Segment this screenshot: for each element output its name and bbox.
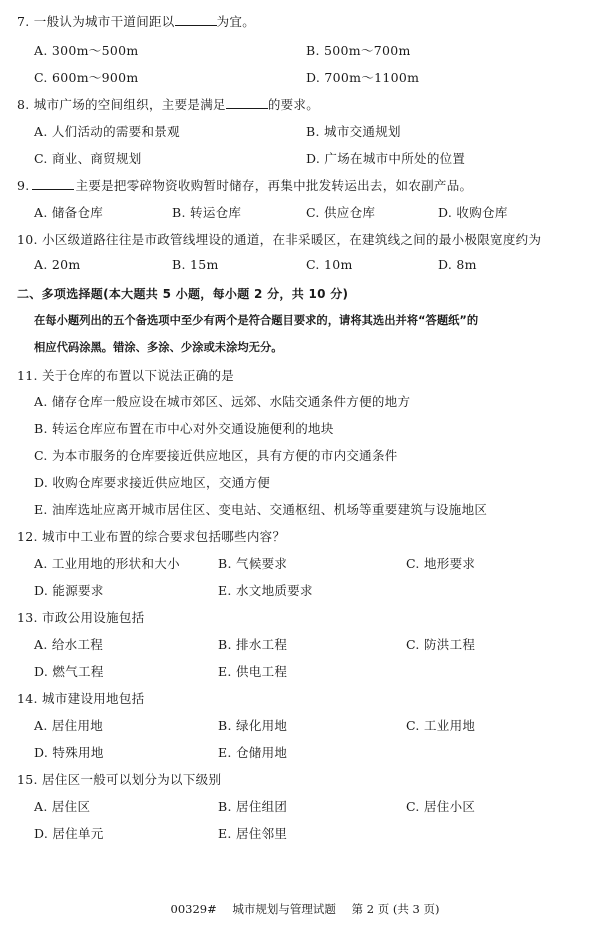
question-15: 15. 居住区一般可以划分为以下级别 xyxy=(17,772,222,787)
answer-blank xyxy=(32,177,74,190)
option-7a: A. 300m～500m xyxy=(34,43,139,58)
option-12d: D. 能源要求 xyxy=(34,583,104,598)
option-14c: C. 工业用地 xyxy=(406,718,476,733)
option-13b: B. 排水工程 xyxy=(218,637,288,652)
exam-code: 00329# xyxy=(170,902,217,916)
question-9-text: 9. xyxy=(17,178,30,193)
option-15c: C. 居住小区 xyxy=(406,799,476,814)
option-12e: E. 水文地质要求 xyxy=(218,583,313,598)
option-10a: A. 20m xyxy=(34,257,81,272)
option-11c: C. 为本市服务的仓库要接近供应地区，具有方便的市内交通条件 xyxy=(34,448,398,463)
question-7 xyxy=(17,12,255,30)
option-14d: D. 特殊用地 xyxy=(34,745,104,760)
option-7c: C. 600m～900m xyxy=(34,70,139,85)
option-10b: B. 15m xyxy=(172,257,219,272)
option-14a: A. 居住用地 xyxy=(34,718,104,733)
option-13a: A. 给水工程 xyxy=(34,637,104,652)
option-8d: D. 广场在城市中所处的位置 xyxy=(306,151,466,166)
page-number: 第 2 页 (共 3 页) xyxy=(351,902,440,916)
question-7-text: 7. 一般认为城市干道间距以 xyxy=(17,14,175,29)
page-footer xyxy=(0,901,610,917)
option-14b: B. 绿化用地 xyxy=(218,718,288,733)
question-8-text-end: 的要求。 xyxy=(267,97,320,112)
question-7-text-end: 为宜。 xyxy=(216,14,256,29)
question-11: 11. 关于仓库的布置以下说法正确的是 xyxy=(17,368,235,383)
option-15a: A. 居住区 xyxy=(34,799,91,814)
option-11b: B. 转运仓库应布置在市中心对外交通设施便利的地块 xyxy=(34,421,334,436)
option-10d: D. 8m xyxy=(438,257,477,272)
option-7d: D. 700m～1100m xyxy=(306,70,420,85)
option-15d: D. 居住单元 xyxy=(34,826,104,841)
option-7b: B. 500m～700m xyxy=(306,43,411,58)
option-14e: E. 仓储用地 xyxy=(218,745,288,760)
option-12b: B. 气候要求 xyxy=(218,556,288,571)
option-8c: C. 商业、商贸规划 xyxy=(34,151,142,166)
option-11a: A. 储存仓库一般应设在城市郊区、远郊、水陆交通条件方便的地方 xyxy=(34,394,411,409)
question-9-text-end: 主要是把零碎物资收购暂时储存，再集中批发转运出去，如农副产品。 xyxy=(75,178,473,193)
option-9b: B. 转运仓库 xyxy=(172,205,242,220)
option-13e: E. 供电工程 xyxy=(218,664,288,679)
question-8 xyxy=(17,95,319,113)
section-instruction-line1: 在每小题列出的五个备选项中至少有两个是符合题目要求的，请将其选出并将“答题纸”的 xyxy=(34,314,479,327)
question-12: 12. 城市中工业布置的综合要求包括哪些内容？ xyxy=(17,529,286,544)
option-8b: B. 城市交通规划 xyxy=(306,124,401,139)
question-14: 14. 城市建设用地包括 xyxy=(17,691,145,706)
exam-title: 城市规划与管理试题 xyxy=(232,902,336,916)
question-8-text: 8. 城市广场的空间组织，主要是满足 xyxy=(17,97,226,112)
option-8a: A. 人们活动的需要和景观 xyxy=(34,124,180,139)
answer-blank xyxy=(175,13,217,26)
option-10c: C. 10m xyxy=(306,257,353,272)
section-instruction-line2: 相应代码涂黑。错涂、多涂、少涂或未涂均无分。 xyxy=(34,341,283,354)
option-12a: A. 工业用地的形状和大小 xyxy=(34,556,180,571)
question-10: 10. 小区级道路往往是市政管线埋设的通道，在非采暖区，在建筑线之间的最小极限宽度约为 xyxy=(17,232,542,247)
option-11e: E. 油库选址应离开城市居住区、变电站、交通枢纽、机场等重要建筑与设施地区 xyxy=(34,502,488,517)
option-11d: D. 收购仓库要求接近供应地区，交通方便 xyxy=(34,475,271,490)
question-13: 13. 市政公用设施包括 xyxy=(17,610,145,625)
option-9c: C. 供应仓库 xyxy=(306,205,376,220)
option-9a: A. 储备仓库 xyxy=(34,205,104,220)
option-15b: B. 居住组团 xyxy=(218,799,288,814)
option-9d: D. 收购仓库 xyxy=(438,205,508,220)
option-13d: D. 燃气工程 xyxy=(34,664,104,679)
section-heading: 二、多项选择题(本大题共 5 小题，每小题 2 分，共 10 分) xyxy=(17,287,349,301)
question-9 xyxy=(17,176,472,194)
option-13c: C. 防洪工程 xyxy=(406,637,476,652)
option-12c: C. 地形要求 xyxy=(406,556,476,571)
option-15e: E. 居住邻里 xyxy=(218,826,288,841)
answer-blank xyxy=(226,96,268,109)
